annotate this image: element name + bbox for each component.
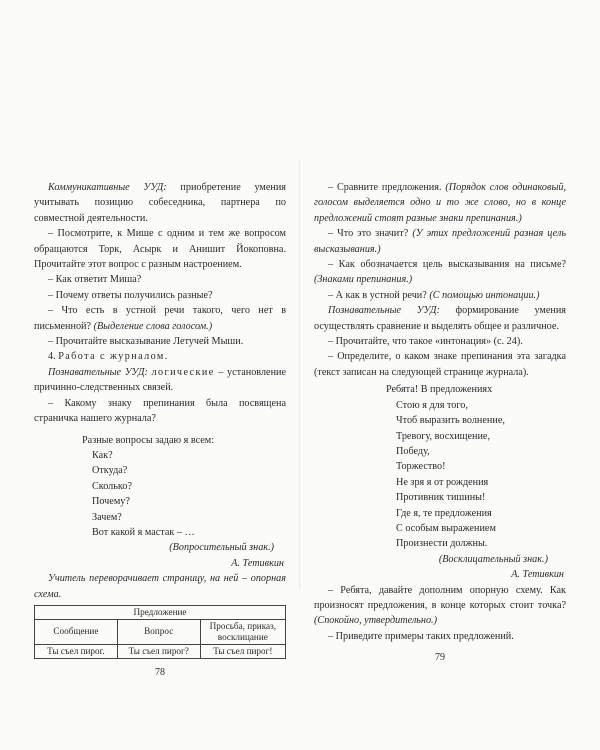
poem-line: С особым выражением xyxy=(396,522,496,534)
paragraph: – Прочитайте, что такое «интонация» (с. 24). xyxy=(328,336,523,348)
poem-line: Сколько? xyxy=(92,480,132,492)
paragraph: – Прочитайте высказывание Летучей Мыши. xyxy=(48,336,244,348)
poem-line: Разные вопросы задаю я всем: xyxy=(82,434,215,446)
table-cell: Ты съел пирог! xyxy=(200,644,285,658)
poem xyxy=(314,382,566,551)
poem-line: Произнести должны. xyxy=(396,538,488,550)
paragraph: Коммуникативные УУД: приобретение умения учитывать позицию собеседника, партнера по совместной деятельности. xyxy=(34,182,286,224)
poem-author: А. Тетивкин xyxy=(231,557,284,569)
poem-line: Откуда? xyxy=(92,465,128,477)
paragraph: Познавательные УУД: формирование умения осуществлять сравнение и выделять общее и различное. xyxy=(314,305,566,332)
paragraph: – Как ответит Миша? xyxy=(48,274,142,286)
table-column-header: Вопрос xyxy=(117,619,200,644)
right-page xyxy=(314,180,566,666)
left-page xyxy=(34,180,286,680)
poem-line: Не зря я от рождения xyxy=(396,476,489,488)
paragraph: – Сравните предложения. (Порядок слов одинаковый, голосом выделяется одно и то же слово, но в конце предложений стоят разные знаки препинания.) xyxy=(314,182,566,224)
page-number: 79 xyxy=(435,652,445,664)
teacher-note: Учитель переворачивает страницу, на ней – опорная схема. xyxy=(34,573,286,600)
page-number: 78 xyxy=(155,666,165,678)
poem-line: Зачем? xyxy=(92,511,122,523)
poem-line: Стою я для того, xyxy=(396,399,468,411)
paragraph: – Посмотрите, к Мише с одним и тем же вопросом обращаются Торк, Асырк и Анишит Йокоповна. Прочитайте этот вопрос с разным настроением. xyxy=(34,228,286,271)
paragraph: – А как в устной речи? (С помощью интонации.) xyxy=(328,289,540,301)
book-fold xyxy=(298,160,301,590)
paragraph: – Определите, о каком знаке препинания эта загадка (текст записан на следующей странице журнала). xyxy=(314,351,566,378)
support-scheme-table xyxy=(34,605,286,659)
poem-answer: (Вопросительный знак.) xyxy=(169,542,274,554)
poem-line: Чтоб выразить волнение, xyxy=(396,415,505,427)
poem-line: Торжество! xyxy=(396,461,446,473)
table-cell: Ты съел пирог. xyxy=(35,644,118,658)
section-heading: 4. Работа с журналом. xyxy=(48,351,169,363)
poem-answer: (Восклицательный знак.) xyxy=(438,553,548,565)
table-cell: Ты съел пирог? xyxy=(117,644,200,658)
poem-author: А. Тетивкин xyxy=(511,569,564,581)
table-column-header: Просьба, приказ, восклицание xyxy=(200,619,285,644)
poem-line: Победу, xyxy=(396,445,430,457)
poem-line: Противник тишины! xyxy=(396,492,486,504)
paragraph: – Что есть в устной речи такого, чего нет в письменной? (Выделение слова голосом.) xyxy=(34,305,286,332)
paragraph: – Как обозначается цель высказывания на письме? (Знаками препинания.) xyxy=(314,259,566,286)
paragraph: – Почему ответы получились разные? xyxy=(48,289,213,301)
paragraph: – Приведите примеры таких предложений. xyxy=(328,630,514,642)
table-header: Предложение xyxy=(35,605,286,619)
paragraph: – Ребята, давайте дополним опорную схему. Как произносят предложения, в конце которых стоит точка? (Спокойно, утвердительно.) xyxy=(314,584,566,627)
poem-line: Почему? xyxy=(92,496,130,508)
paragraph: Познавательные УУД: логические – установление причинно-следственных связей. xyxy=(34,366,286,394)
paragraph: – Что это значит? (У этих предложений разная цель высказывания.) xyxy=(314,228,566,255)
poem xyxy=(34,433,286,541)
poem-line: Где я, те предложения xyxy=(396,507,492,519)
poem-line: Ребята! В предложениях xyxy=(386,384,493,396)
poem-line: Как? xyxy=(92,449,113,461)
poem-line: Вот какой я мастак – … xyxy=(92,526,195,538)
paragraph: – Какому знаку препинания была посвящена страничка нашего журнала? xyxy=(34,397,286,425)
poem-line: Тревогу, восхищение, xyxy=(396,430,490,442)
table-column-header: Сообщение xyxy=(35,619,118,644)
